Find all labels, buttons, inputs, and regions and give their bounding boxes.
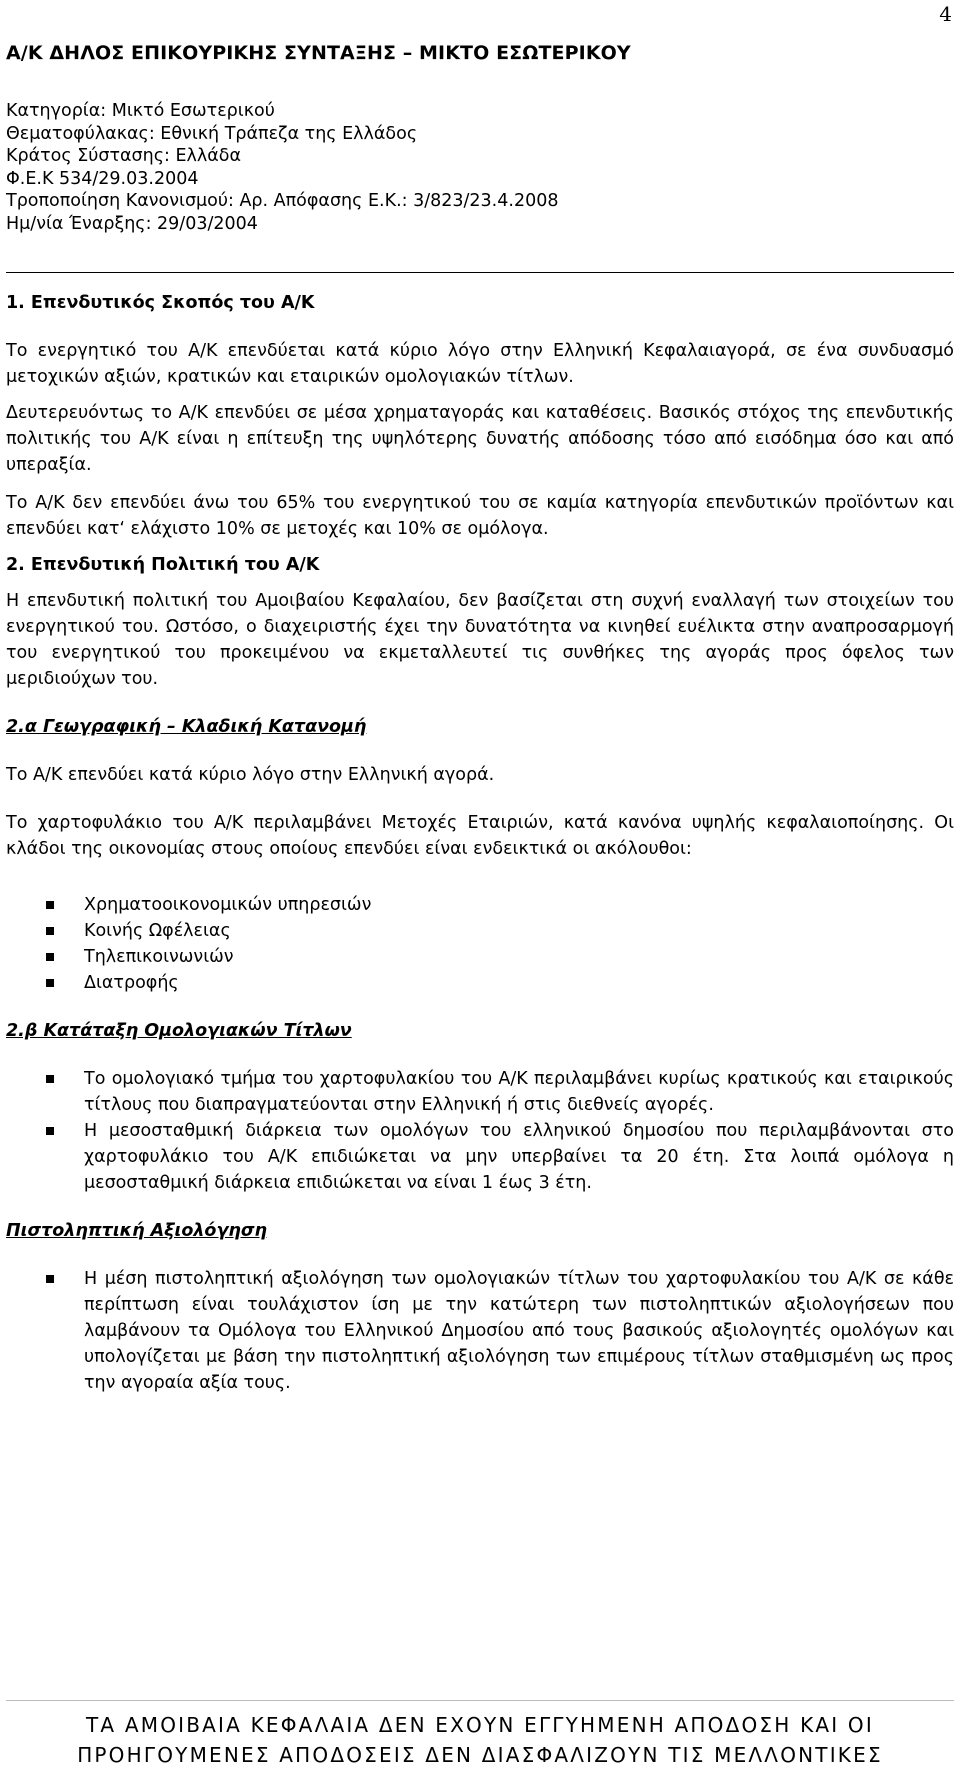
meta-gazette: Φ.Ε.Κ 534/29.03.2004 — [6, 168, 199, 189]
square-bullet-icon — [46, 1075, 54, 1083]
section-1-paragraph-2: Δευτερευόντως το Α/Κ επενδύει σε μέσα χρηματαγοράς και καταθέσεις. Βασικός στόχος της επενδυτικής πολιτικής του Α/Κ είναι η επίτευξη της υψηλότερης δυνατής απόδοσης τόσο από εισόδημα όσο και από υπεραξία. — [6, 403, 954, 475]
disclaimer-line-1: ΤΑ ΑΜΟΙΒΑΙΑ ΚΕΦΑΛΑΙΑ ΔΕΝ ΕΧΟΥΝ ΕΓΓΥΗΜΕΝΗ ΑΠΟΔΟΣΗ ΚΑΙ ΟΙ — [86, 1713, 874, 1737]
list-item: Η μεσοσταθμική διάρκεια των ομολόγων του ελληνικού δημοσίου που περιλαμβάνονται στο χαρτοφυλάκιο του Α/Κ επιδιώκεται να μην υπερβαίνει τα 20 έτη. Στα λοιπά ομόλογα η μεσοσταθμική διάρκεια επιδιώκεται να είναι 1 έως 3 έτη. — [6, 1118, 954, 1196]
document-body — [6, 290, 954, 1396]
meta-country: Κράτος Σύστασης: Ελλάδα — [6, 146, 242, 166]
square-bullet-icon — [46, 953, 54, 961]
section-2-paragraph: Η επενδυτική πολιτική του Αμοιβαίου Κεφαλαίου, δεν βασίζεται στη συχνή εναλλαγή των στοιχείων του ενεργητικού του. Ωστόσο, ο διαχειριστής έχει την δυνατότητα να κινηθεί ευέλικτα στην αναπροσαρμογή του ενεργητικού του προκειμένου να εκμεταλλευτεί τις συνθήκες της αγοράς προς όφελος των μεριδιούχων του. — [6, 591, 954, 689]
meta-custodian: Θεματοφύλακας: Εθνική Τράπεζα της Ελλάδος — [6, 123, 418, 144]
section-1-heading: 1. Επενδυτικός Σκοπός του Α/Κ — [6, 293, 315, 313]
fund-title: Α/Κ ΔΗΛΟΣ ΕΠΙΚΟΥΡΙΚΗΣ ΣΥΝΤΑΞΗΣ – ΜΙΚΤΟ ΕΣΩΤΕΡΙΚΟΥ — [6, 42, 631, 64]
list-item: Η μέση πιστοληπτική αξιολόγηση των ομολογιακών τίτλων του χαρτοφυλακίου του Α/Κ σε κάθε περίπτωση είναι τουλάχιστον ίση με την κατώτερη των πιστοληπτικών αξιολογήσεων που λαμβάνουν τα Ομόλογα του Ελληνικού Δημοσίου από τους βασικούς αξιολογητές ομολόγων και υπολογίζεται με βάση την πιστοληπτική αξιολόγηση των επιμέρους τίτλων σταθμισμένη ως προς την αγοραία αξία τους. — [6, 1266, 954, 1396]
section-2a-paragraph-2: Το χαρτοφυλάκιο του Α/Κ περιλαμβάνει Μετοχές Εταιριών, κατά κανόνα υψηλής κεφαλαιοποίησης. Οι κλάδοι της οικονομίας στους οποίους επενδύει είναι ενδεικτικά οι ακόλουθοι: — [6, 813, 954, 859]
footer-rule — [6, 1700, 954, 1701]
square-bullet-icon — [46, 979, 54, 987]
list-item: Κοινής Ωφέλειας — [6, 918, 954, 944]
section-1-paragraph-1: Το ενεργητικό του Α/Κ επενδύεται κατά κύριο λόγο στην Ελληνική Κεφαλαιαγορά, σε ένα συνδυασμό μετοχικών αξιών, κρατικών και εταιρικών ομολογιακών τίτλων. — [6, 341, 954, 387]
meta-category: Κατηγορία: Μικτό Εσωτερικού — [6, 101, 275, 121]
credit-rating-list — [6, 1266, 954, 1396]
bond-classification-list — [6, 1066, 954, 1196]
square-bullet-icon — [46, 927, 54, 935]
section-2a-heading: 2.α Γεωγραφική – Κλαδική Κατανομή — [6, 717, 367, 737]
square-bullet-icon — [46, 901, 54, 909]
header-rule — [6, 272, 954, 273]
list-item: Διατροφής — [6, 970, 954, 996]
page-number: 4 — [939, 2, 952, 26]
disclaimer-footer — [0, 1710, 960, 1770]
fund-meta — [6, 100, 558, 235]
list-item: Το ομολογιακό τμήμα του χαρτοφυλακίου του Α/Κ περιλαμβάνει κυρίως κρατικούς και εταιρικούς τίτλους που διαπραγματεύονται στην Ελληνική ή στις διεθνείς αγορές. — [6, 1066, 954, 1118]
square-bullet-icon — [46, 1127, 54, 1135]
section-2-heading: 2. Επενδυτική Πολιτική του Α/Κ — [6, 555, 320, 575]
meta-amendment: Τροποποίηση Κανονισμού: Αρ. Απόφασης Ε.Κ.: 3/823/23.4.2008 — [6, 191, 559, 211]
list-item: Χρηματοοικονομικών υπηρεσιών — [6, 892, 954, 918]
section-1-paragraph-3: Το Α/Κ δεν επενδύει άνω του 65% του ενεργητικού του σε καμία κατηγορία επενδυτικών προϊόντων και επενδύει κατ‘ ελάχιστο 10% σε μετοχές και 10% σε ομόλογα. — [6, 493, 954, 539]
credit-rating-heading: Πιστοληπτική Αξιολόγηση — [6, 1221, 267, 1241]
square-bullet-icon — [46, 1275, 54, 1283]
sector-list — [6, 892, 954, 996]
meta-start-date: Ημ/νία Έναρξης: 29/03/2004 — [6, 213, 258, 234]
section-2b-heading: 2.β Κατάταξη Ομολογιακών Τίτλων — [6, 1021, 352, 1041]
list-item: Τηλεπικοινωνιών — [6, 944, 954, 970]
disclaimer-line-2: ΠΡΟΗΓΟΥΜΕΝΕΣ ΑΠΟΔΟΣΕΙΣ ΔΕΝ ΔΙΑΣΦΑΛΙΖΟΥΝ ΤΙΣ ΜΕΛΛΟΝΤΙΚΕΣ — [77, 1743, 883, 1767]
section-2a-paragraph-1: Το Α/Κ επενδύει κατά κύριο λόγο στην Ελληνική αγορά. — [6, 765, 495, 785]
